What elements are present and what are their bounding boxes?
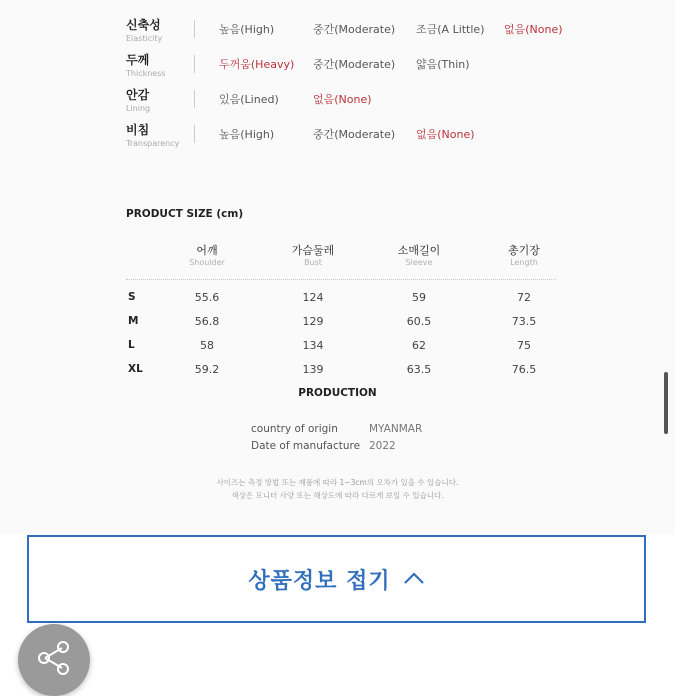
attr-label-en: Lining: [126, 104, 151, 113]
column-header-en: Length: [510, 258, 538, 267]
attr-option-selected: 없음(None): [416, 128, 475, 141]
column-header-ko: 어깨: [196, 244, 218, 257]
chevron-up-icon: [403, 570, 425, 589]
attr-row-thickness: [126, 53, 606, 87]
size-label: L: [128, 339, 135, 351]
attr-option: 중간(Moderate): [313, 128, 396, 141]
column-header-en: Sleeve: [405, 258, 433, 267]
attr-label-en: Transparency: [126, 139, 180, 148]
attr-row-lining: [126, 88, 606, 122]
scrollbar-thumb[interactable]: [664, 372, 668, 434]
attr-label-ko: 안감: [126, 88, 150, 102]
attr-option: 높음(High): [219, 128, 275, 141]
share-button[interactable]: [18, 624, 90, 696]
table-cell: 62: [412, 339, 426, 352]
manufacture-date-label: Date of manufacture: [251, 440, 361, 452]
size-note: 사이즈는 측정 방법 또는 제품에 따라 1~3cm의 오차가 있을 수 있습니다.: [216, 478, 459, 487]
attr-label-en: Thickness: [126, 69, 166, 78]
attr-label: [126, 88, 150, 114]
column-header-ko: 총기장: [508, 244, 540, 257]
column-header-ko: 가슴둘레: [291, 244, 335, 257]
attr-label: [126, 53, 166, 79]
collapse-product-info-button[interactable]: [27, 535, 646, 623]
attr-label-ko: 신축성: [126, 18, 161, 32]
table-cell: 75: [517, 339, 531, 352]
color-note: 색상은 모니터 사양 또는 해상도에 따라 다르게 보일 수 있습니다.: [231, 491, 444, 500]
origin-value: MYANMAR: [369, 423, 423, 435]
attr-label-en: Elasticity: [126, 34, 163, 43]
table-cell: 59.2: [194, 363, 220, 376]
size-section-title: PRODUCT SIZE (cm): [126, 208, 244, 220]
size-column-header-sleeve: [369, 244, 469, 268]
table-cell: 73.5: [511, 315, 537, 328]
manufacture-date-value: 2022: [369, 440, 396, 452]
size-column-header-shoulder: [157, 244, 257, 268]
attr-option: 얇음(Thin): [416, 58, 470, 71]
divider: [194, 20, 195, 38]
column-header-en: Bust: [304, 258, 322, 267]
table-cell: 124: [302, 291, 324, 304]
attr-label: [126, 18, 162, 44]
origin-label: country of origin: [251, 423, 338, 435]
divider: [194, 125, 195, 143]
column-header-en: Shoulder: [189, 258, 225, 267]
table-cell: 56.8: [194, 315, 220, 328]
attr-row-transparency: [126, 123, 606, 157]
table-cell: 60.5: [406, 315, 432, 328]
size-label: M: [128, 315, 139, 327]
share-icon: [34, 638, 74, 682]
size-label: S: [128, 291, 136, 303]
attr-option: 중간(Moderate): [313, 23, 396, 36]
divider: [194, 90, 195, 108]
attr-option: 중간(Moderate): [313, 58, 396, 71]
attr-label-ko: 비침: [126, 123, 150, 137]
size-column-header-length: [474, 244, 574, 268]
table-cell: 72: [517, 291, 531, 304]
table-divider: [126, 279, 556, 280]
divider: [194, 55, 195, 73]
table-cell: 76.5: [511, 363, 537, 376]
table-cell: 129: [302, 315, 324, 328]
attr-option-selected: 없음(None): [313, 93, 372, 106]
table-cell: 55.6: [194, 291, 220, 304]
attr-option: 조금(A Little): [416, 23, 485, 36]
attr-row-elasticity: [126, 18, 606, 52]
production-title: PRODUCTION: [298, 387, 377, 399]
attr-option-selected: 없음(None): [504, 23, 563, 36]
size-column-header-bust: [263, 244, 363, 268]
attr-option-selected: 두꺼움(Heavy): [219, 58, 295, 71]
attr-label: [126, 123, 179, 149]
table-cell: 58: [200, 339, 214, 352]
collapse-button-label: 상품정보 접기: [248, 568, 391, 594]
table-cell: 59: [412, 291, 426, 304]
table-cell: 63.5: [406, 363, 432, 376]
column-header-ko: 소매길이: [397, 244, 441, 257]
attr-option: 있음(Lined): [219, 93, 279, 106]
table-cell: 139: [302, 363, 324, 376]
attr-label-ko: 두께: [126, 53, 150, 67]
attr-option: 높음(High): [219, 23, 275, 36]
size-label: XL: [128, 363, 143, 375]
table-cell: 134: [302, 339, 324, 352]
